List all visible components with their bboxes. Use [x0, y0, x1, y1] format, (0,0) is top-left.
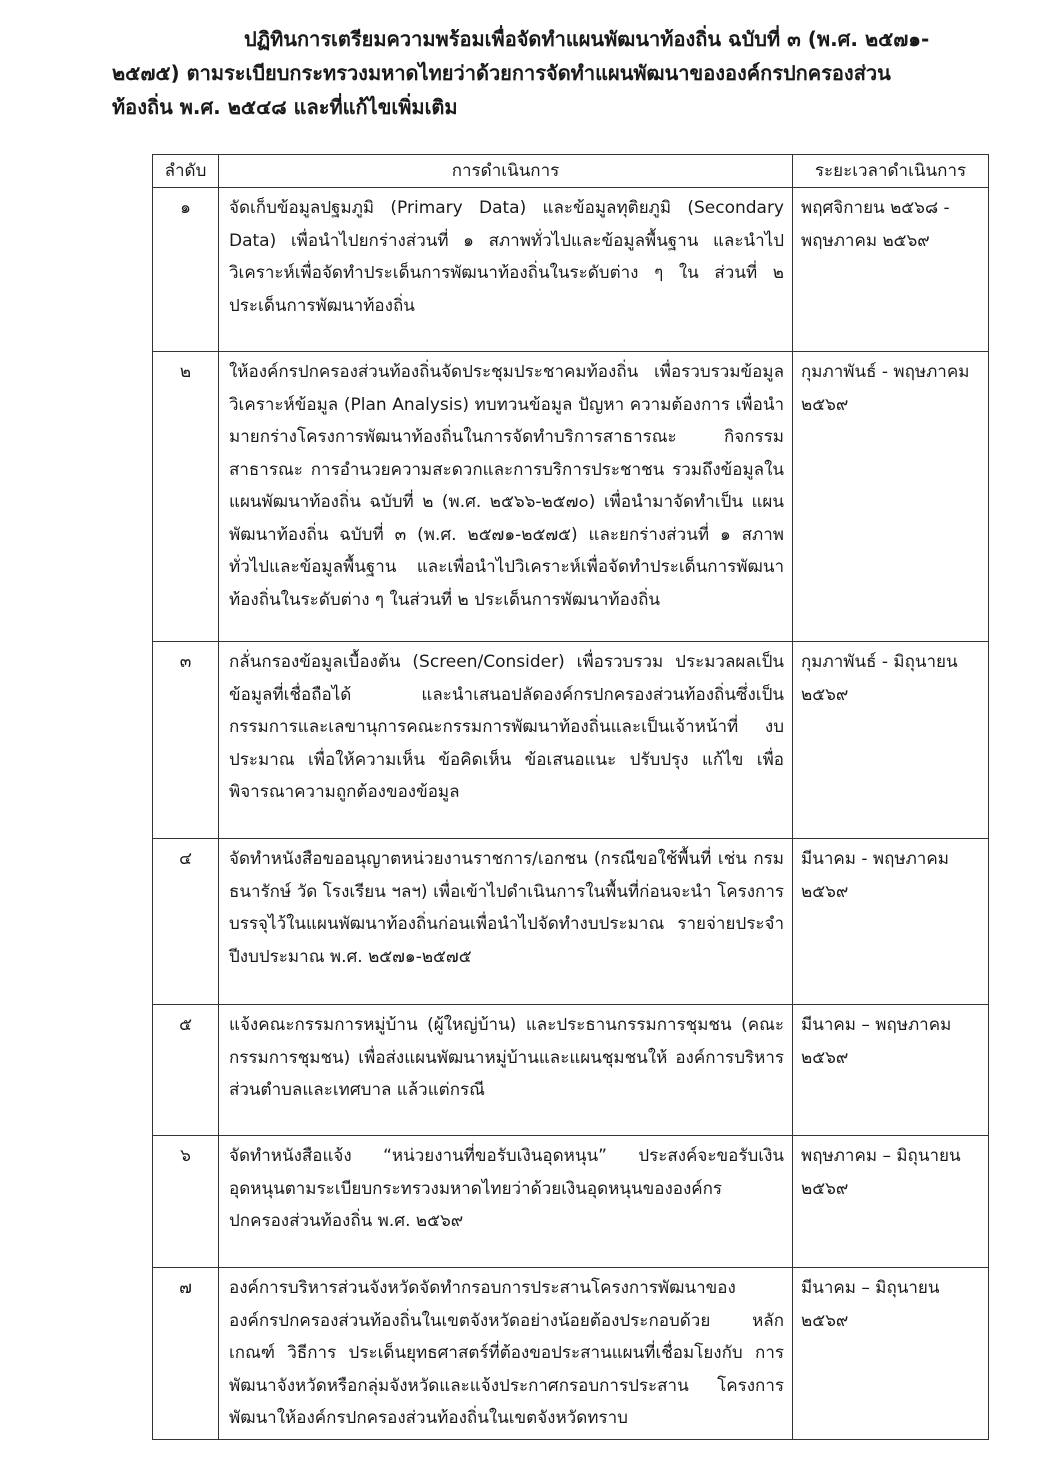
header-period: ระยะเวลาดำเนินการ: [793, 155, 989, 188]
table-row: [153, 1005, 989, 1136]
row-number: ๕: [153, 1005, 219, 1136]
schedule-table: [152, 154, 989, 1440]
table-row: [153, 1136, 989, 1268]
row-number: ๖: [153, 1136, 219, 1268]
document-title: [112, 22, 962, 124]
row-number: ๒: [153, 352, 219, 642]
title-line-3: ท้องถิ่น พ.ศ. ๒๕๔๘ และที่แก้ไขเพิ่มเติม: [112, 95, 458, 119]
row-number: ๗: [153, 1268, 219, 1440]
row-period: พฤศจิกายน ๒๕๖๘ - พฤษภาคม ๒๕๖๙: [793, 188, 989, 352]
row-activity: แจ้งคณะกรรมการหมู่บ้าน (ผู้ใหญ่บ้าน) และประธานกรรมการชุมชน (คณะกรรมการชุมชน) เพื่อส่งแผนพัฒนาหมู่บ้านและแผนชุมชนให้ องค์การบริหารส่วนตำบลและเทศบาล แล้วแต่กรณี: [219, 1005, 793, 1136]
row-activity: จัดทำหนังสือแจ้ง “หน่วยงานที่ขอรับเงินอุดหนุน” ประสงค์จะขอรับเงิน อุดหนุนตามระเบียบกระทรวงมหาดไทยว่าด้วยเงินอุดหนุนขององค์กร ปกครองส่วนท้องถิ่น พ.ศ. ๒๕๖๙: [219, 1136, 793, 1268]
row-activity: กลั่นกรองข้อมูลเบื้องต้น (Screen/Consider) เพื่อรวบรวม ประมวลผลเป็น ข้อมูลที่เชื่อถือได้ และนำเสนอปลัดองค์กรปกครองส่วนท้องถิ่นซึ่งเป็น กรรมการและเลขานุการคณะกรรมการพัฒนาท้องถิ่นและเป็นเจ้าหน้าที่ งบประมาณ เพื่อให้ความเห็น ข้อคิดเห็น ข้อเสนอแนะ ปรับปรุง แก้ไข เพื่อพิจารณาความถูกต้องของข้อมูล: [219, 642, 793, 839]
row-period: กุมภาพันธ์ - มิถุนายน ๒๕๖๙: [793, 642, 989, 839]
row-period: มีนาคม – มิถุนายน ๒๕๖๙: [793, 1268, 989, 1440]
table-row: [153, 352, 989, 642]
row-period: พฤษภาคม – มิถุนายน ๒๕๖๙: [793, 1136, 989, 1268]
row-activity: จัดเก็บข้อมูลปฐมภูมิ (Primary Data) และข้อมูลทุติยภูมิ (Secondary Data) เพื่อนำไปยกร่างส่วนที่ ๑ สภาพทั่วไปและข้อมูลพื้นฐาน และนำไปวิเคราะห์เพื่อจัดทำประเด็นการพัฒนาท้องถิ่นในระดับต่าง ๆ ใน ส่วนที่ ๒ ประเด็นการพัฒนาท้องถิ่น: [219, 188, 793, 352]
row-period: กุมภาพันธ์ - พฤษภาคม ๒๕๖๙: [793, 352, 989, 642]
header-no: ลำดับ: [153, 155, 219, 188]
table-row: [153, 839, 989, 1005]
header-activity: การดำเนินการ: [219, 155, 793, 188]
title-line-1: ปฏิทินการเตรียมความพร้อมเพื่อจัดทำแผนพัฒนาท้องถิ่น ฉบับที่ ๓ (พ.ศ. ๒๕๗๑-: [244, 27, 930, 51]
row-number: ๔: [153, 839, 219, 1005]
row-activity: จัดทำหนังสือขออนุญาตหน่วยงานราชการ/เอกชน (กรณีขอใช้พื้นที่ เช่น กรมธนารักษ์ วัด โรงเรียน ฯลฯ) เพื่อเข้าไปดำเนินการในพื้นที่ก่อนจะนำ โครงการบรรจุไว้ในแผนพัฒนาท้องถิ่นก่อนเพื่อนำไปจัดทำงบประมาณ รายจ่ายประจำปีงบประมาณ พ.ศ. ๒๕๗๑-๒๕๗๕: [219, 839, 793, 1005]
row-number: ๑: [153, 188, 219, 352]
title-line-2: ๒๕๗๕) ตามระเบียบกระทรวงมหาดไทยว่าด้วยการจัดทำแผนพัฒนาขององค์กรปกครองส่วน: [112, 61, 891, 85]
table-row: [153, 642, 989, 839]
header-row: [153, 155, 989, 188]
row-activity: ให้องค์กรปกครองส่วนท้องถิ่นจัดประชุมประชาคมท้องถิ่น เพื่อรวบรวมข้อมูล วิเคราะห์ข้อมูล (Plan Analysis) ทบทวนข้อมูล ปัญหา ความต้องการ เพื่อนำมายกร่างโครงการพัฒนาท้องถิ่นในการจัดทำบริการสาธารณะ กิจกรรม สาธารณะ การอำนวยความสะดวกและการบริการประชาชน รวมถึงข้อมูลใน แผนพัฒนาท้องถิ่น ฉบับที่ ๒ (พ.ศ. ๒๕๖๖-๒๕๗๐) เพื่อนำมาจัดทำเป็น แผนพัฒนาท้องถิ่น ฉบับที่ ๓ (พ.ศ. ๒๕๗๑-๒๕๗๕) และยกร่างส่วนที่ ๑ สภาพ ทั่วไปและข้อมูลพื้นฐาน และเพื่อนำไปวิเคราะห์เพื่อจัดทำประเด็นการพัฒนา ท้องถิ่นในระดับต่าง ๆ ในส่วนที่ ๒ ประเด็นการพัฒนาท้องถิ่น: [219, 352, 793, 642]
table-row: [153, 1268, 989, 1440]
row-period: มีนาคม – พฤษภาคม ๒๕๖๙: [793, 1005, 989, 1136]
table-row: [153, 188, 989, 352]
row-number: ๓: [153, 642, 219, 839]
row-period: มีนาคม - พฤษภาคม ๒๕๖๙: [793, 839, 989, 1005]
row-activity: องค์การบริหารส่วนจังหวัดจัดทำกรอบการประสานโครงการพัฒนาของ องค์กรปกครองส่วนท้องถิ่นในเขตจังหวัดอย่างน้อยต้องประกอบด้วย หลักเกณฑ์ วิธีการ ประเด็นยุทธศาสตร์ที่ต้องขอประสานแผนที่เชื่อมโยงกับ การพัฒนาจังหวัดหรือกลุ่มจังหวัดและแจ้งประกาศกรอบการประสาน โครงการพัฒนาให้องค์กรปกครองส่วนท้องถิ่นในเขตจังหวัดทราบ: [219, 1268, 793, 1440]
